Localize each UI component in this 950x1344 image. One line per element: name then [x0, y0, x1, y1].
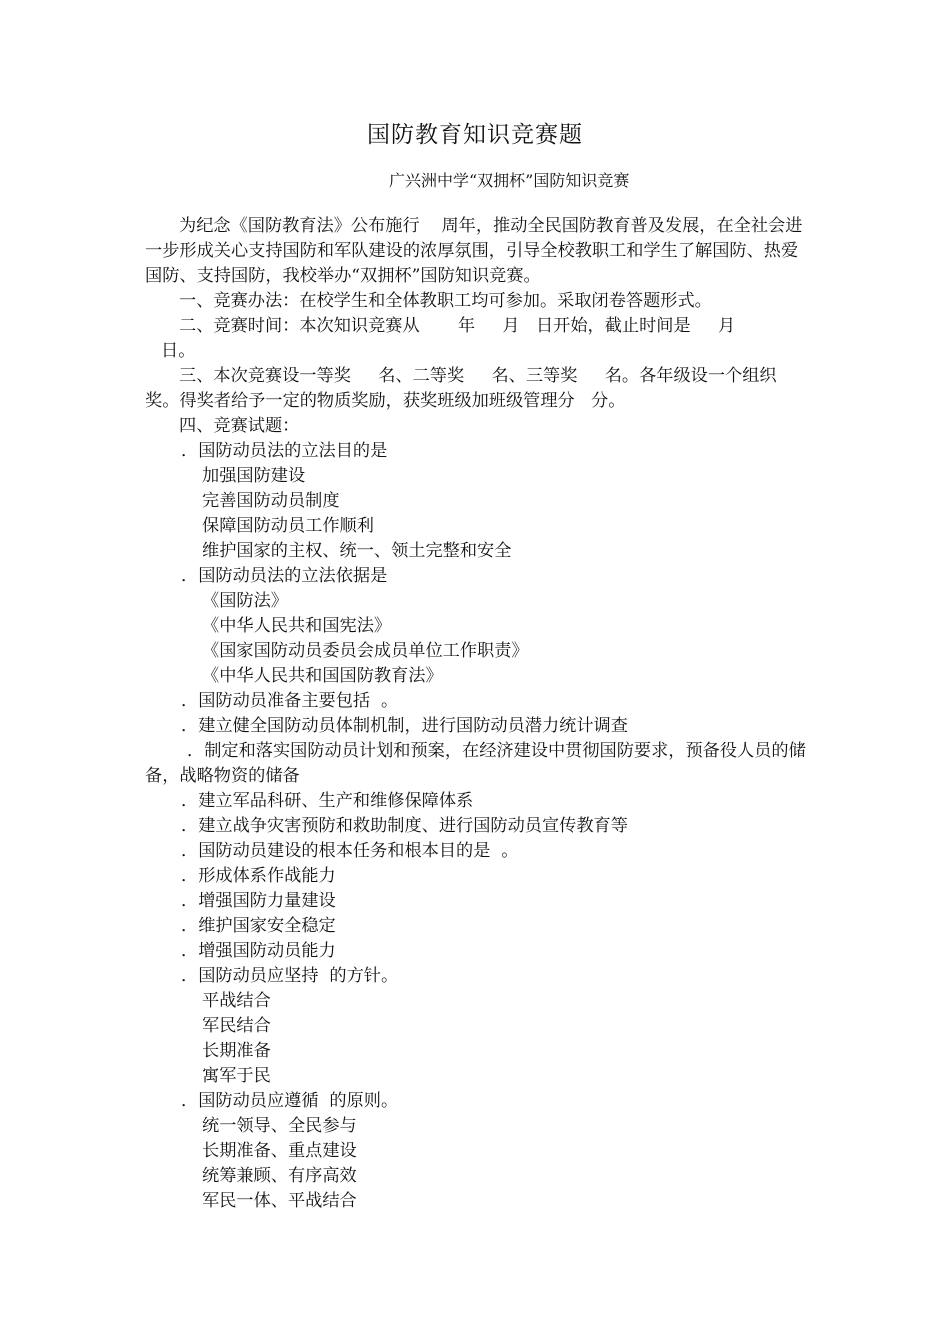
- rule-1: 一、竞赛办法：在校学生和全体教职工均可参加。采取闭卷答题形式。: [179, 291, 712, 311]
- question-6-option: 统筹兼顾、有序高效: [202, 1166, 357, 1186]
- document-body: [145, 214, 810, 1214]
- question-2-option: 《国防法》: [202, 591, 288, 611]
- question-2-option: 《国家国防动员委员会成员单位工作职责》: [202, 641, 529, 661]
- question-2: ．国防动员法的立法依据是: [181, 566, 388, 586]
- question-6-option: 统一领导、全民参与: [202, 1116, 357, 1136]
- document-title: 国防教育知识竞赛题: [367, 122, 583, 148]
- question-6-option: 军民一体、平战结合: [202, 1191, 357, 1211]
- question-4-option: ．形成体系作战能力: [181, 866, 336, 886]
- document-subtitle: 广兴洲中学“双拥杯”国防知识竞赛: [389, 171, 630, 190]
- question-2-option: 《中华人民共和国国防教育法》: [202, 666, 443, 686]
- question-2-option: 《中华人民共和国宪法》: [202, 616, 392, 636]
- question-4: ．国防动员建设的根本任务和根本目的是 。: [181, 841, 519, 861]
- question-5-option: 寓军于民: [202, 1066, 271, 1086]
- intro-paragraph: 为纪念《国防教育法》公布施行 周年，推动全民国防教育普及发展，在全社会进一步形成关心支持国防和军队建设的浓厚氛围，引导全校教职工和学生了解国防、热爱国防、支持国防，我校举办“双拥杯”国防知识竞赛。: [145, 216, 803, 286]
- question-1-option: 完善国防动员制度: [202, 491, 340, 511]
- question-5-option: 长期准备: [202, 1041, 271, 1061]
- question-6: ．国防动员应遵循 的原则。: [181, 1091, 399, 1111]
- rule-2: 二、竞赛时间：本次知识竞赛从 年 月 日开始，截止时间是 月: [179, 316, 736, 336]
- question-5-option: 军民结合: [202, 1016, 271, 1036]
- question-6-option: 长期准备、重点建设: [202, 1141, 357, 1161]
- question-3-option: ．建立军品科研、生产和维修保障体系: [181, 791, 474, 811]
- question-3-option: ．制定和落实国防动员计划和预案，在经济建设中贯彻国防要求，预备役人员的储备，战略物资的储备: [145, 741, 806, 786]
- question-4-option: ．增强国防力量建设: [181, 891, 336, 911]
- question-1: ．国防动员法的立法目的是: [181, 441, 388, 461]
- question-3-option: ．建立健全国防动员体制机制，进行国防动员潜力统计调查: [181, 716, 628, 736]
- question-1-option: 保障国防动员工作顺利: [202, 516, 374, 536]
- question-4-option: ．增强国防动员能力: [181, 941, 336, 961]
- question-3: ．国防动员准备主要包括 。: [181, 691, 399, 711]
- question-1-option: 维护国家的主权、统一、领土完整和安全: [202, 541, 512, 561]
- question-1-option: 加强国防建设: [202, 466, 306, 486]
- question-5-option: 平战结合: [202, 991, 271, 1011]
- question-5: ．国防动员应坚持 的方针。: [181, 966, 399, 986]
- rule-2-continued: 日。: [161, 341, 196, 361]
- question-4-option: ．维护国家安全稳定: [181, 916, 336, 936]
- rule-3: 三、本次竞赛设一等奖 名、二等奖 名、三等奖 名。各年级设一个组织奖。得奖者给予一定的物质奖励，获奖班级加班级管理分 分。: [145, 366, 777, 411]
- rule-4: 四、竞赛试题：: [179, 416, 300, 436]
- question-3-option: ．建立战争灾害预防和救助制度、进行国防动员宣传教育等: [181, 816, 628, 836]
